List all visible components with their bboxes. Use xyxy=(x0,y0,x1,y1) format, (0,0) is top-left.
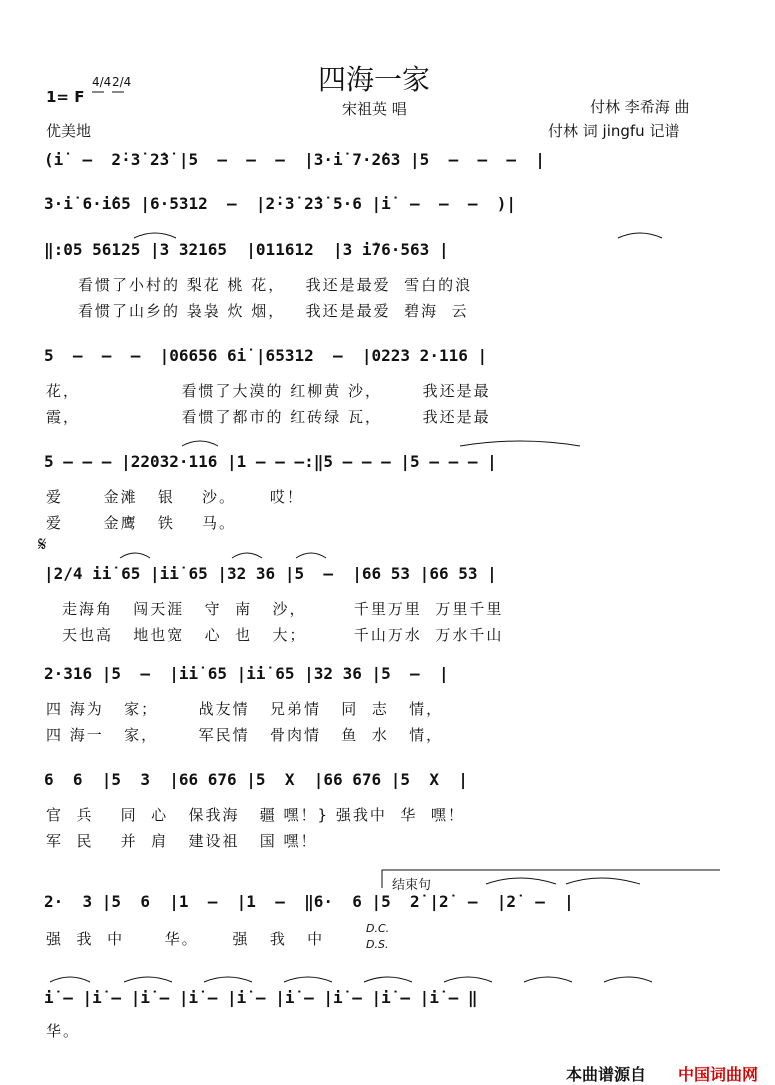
ds-marking: D.S. xyxy=(366,938,389,951)
singer-credit: 宋祖英 唱 xyxy=(342,100,407,118)
score-row-6: |2/4 i̇i̇ 65 |i̇i̇ 65 |32 36 |5 – |66 53 |66 53 | xyxy=(44,564,497,583)
time-signature-a: 4/4 xyxy=(92,75,112,89)
dc-marking: D.C. xyxy=(366,922,390,935)
lyric-row-8-verse-2: 军 民 并 肩 建设祖 国 嘿！ xyxy=(46,832,318,850)
source-label: 本曲谱源自 xyxy=(566,1065,647,1084)
segno-icon: 𝄋 xyxy=(38,532,47,556)
ending-label: 结束句 xyxy=(392,878,432,893)
score-row-2: 3·i̇ 6·i̇65 |6·5312 – |2̇·3̇ 2̇3̇ 5·6 |i̇ – – – )| xyxy=(44,194,517,213)
lyric-row-4-verse-2: 霞， 看惯了都市的 红砖绿 瓦， 我还是最 xyxy=(46,408,491,426)
lyric-row-7-verse-2: 四 海一 家， 军民情 骨肉情 鱼 水 情， xyxy=(46,726,444,744)
score-row-10: i̇ – |i̇ – |i̇ – |i̇ – |i̇ – |i̇ – |i̇ – |i̇ – |i̇ – ‖ xyxy=(44,988,478,1007)
expression-mark: 优美地 xyxy=(46,122,92,140)
key-signature: 1= F xyxy=(46,88,85,106)
lyric-row-5-verse-2: 爱 金鹰 铁 马。 xyxy=(46,514,236,532)
site-name-link[interactable]: 中国词曲网 xyxy=(678,1065,759,1084)
lyric-row-4-verse-1: 花， 看惯了大漠的 红柳黄 沙， 我还是最 xyxy=(46,382,491,400)
lyric-row-3-verse-2: 看惯了山乡的 袅袅 炊 烟， 我还是最爱 碧海 云 xyxy=(78,302,469,320)
lyric-row-6-verse-2: 天也高 地也宽 心 也 大； 千山万水 万水千山 xyxy=(62,626,504,644)
time-signature-b: 2/4 xyxy=(112,75,132,89)
score-row-5: 5 – – – |22032·116 |1 – – –:‖5 – – – |5 – – – | xyxy=(44,452,497,471)
lyric-row-5-verse-1: 爱 金滩 银 沙。 哎！ xyxy=(46,488,304,506)
lyric-row-8-verse-1: 官 兵 同 心 保我海 疆 嘿！} 强我中 华 嘿！ xyxy=(46,806,465,824)
score-row-9: 2· 3 |5 6 |1 – |1 – ‖6· 6 |5 2̇ |2̇ – |2̇ – | xyxy=(44,892,574,911)
lyric-row-7-verse-1: 四 海为 家； 战友情 兄弟情 同 志 情， xyxy=(46,700,444,718)
score-row-3: ‖:05 56125 |3 32165 |011612 |3 i̇76·563 | xyxy=(44,240,449,259)
score-row-7: 2·316 |5 – |i̇i̇ 65 |i̇i̇ 65 |32 36 |5 – | xyxy=(44,664,449,683)
score-row-4: 5 – – – |06656 6i̇ |65312 – |0223 2·116 | xyxy=(44,346,488,365)
lyricist-credit: 付林 词 jingfu 记谱 xyxy=(548,122,680,140)
song-title: 四海一家 xyxy=(318,63,431,96)
composer-credit: 付林 李希海 曲 xyxy=(590,98,690,116)
lyric-row-10: 华。 xyxy=(46,1022,81,1040)
lyric-row-3-verse-1: 看惯了小村的 梨花 桃 花， 我还是最爱 雪白的浪 xyxy=(78,276,473,294)
score-row-8: 6 6 |5 3 |66 676 |5 X |66 676 |5 X | xyxy=(44,770,468,789)
lyric-row-6-verse-1: 走海角 闯天涯 守 南 沙， 千里万里 万里千里 xyxy=(62,600,504,618)
lyric-row-9: 强 我 中 华。 强 我 中 xyxy=(46,930,325,948)
score-row-1: (i̇ – 2̇·3̇ 2̇3̇ |5 – – – |3·i̇ 7·2̇63 |5 – – – | xyxy=(44,150,545,169)
